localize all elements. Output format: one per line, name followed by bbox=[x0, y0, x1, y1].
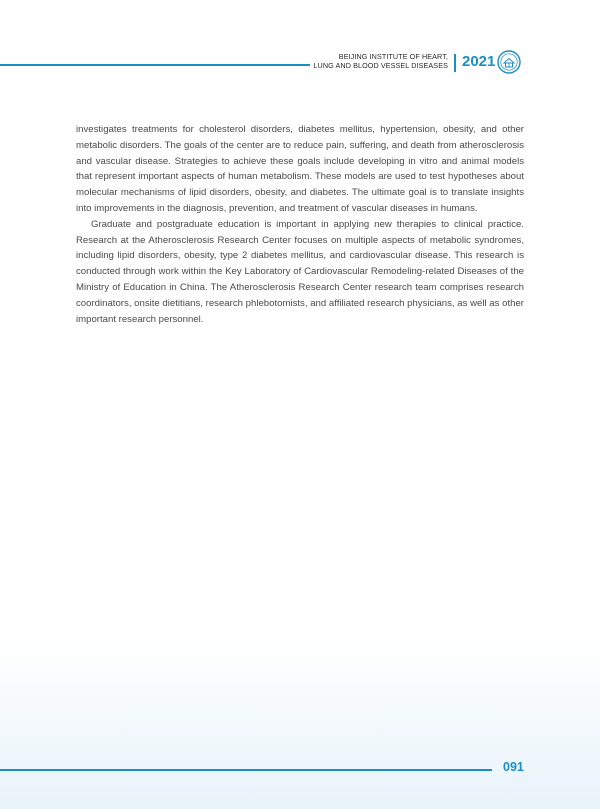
header-institute-name bbox=[313, 52, 448, 70]
institute-seal-icon bbox=[497, 50, 521, 74]
header-rule bbox=[0, 64, 310, 66]
header-year: 2021 bbox=[462, 53, 496, 70]
paragraph-1: investigates treatments for cholesterol disorders, diabetes mellitus, hypertension, obesity, and other metabolic disorders. The goals of the center are to reduce pain, suffering, and death from atherosclerosis and vascular disease. Strategies to achieve these goals include developing in vitro and animal models that represent important aspects of human metabolism. These models are used to test hypotheses about molecular mechanisms of lipid disorders, obesity, and diabetes. The ultimate goal is to translate insights into improvements in the diagnosis, prevention, and treatment of vascular diseases in humans. bbox=[76, 124, 524, 214]
institute-name-line1: BEIJING INSTITUTE OF HEART, bbox=[338, 52, 448, 61]
footer-rule bbox=[0, 769, 492, 771]
paragraph-2: Graduate and postgraduate education is important in applying new therapies to clinical practice. Research at the Atherosclerosis Research Center focuses on multiple aspects of metabolic syndromes, including lipid disorders, obesity, type 2 diabetes mellitus, and cardiovascular disease. This research is conducted through work within the Key Laboratory of Cardiovascular Remodeling-related Diseases of the Ministry of Education in China. The Atherosclerosis Research Center research team comprises research coordinators, onsite dietitians, research phlebotomists, and affiliated research physicians, as well as other important research personnel. bbox=[76, 218, 524, 325]
institute-name-line2: LUNG AND BLOOD VESSEL DISEASES bbox=[313, 61, 448, 70]
header-separator bbox=[454, 54, 456, 72]
body-text bbox=[76, 122, 524, 327]
page-number: 091 bbox=[503, 760, 524, 774]
